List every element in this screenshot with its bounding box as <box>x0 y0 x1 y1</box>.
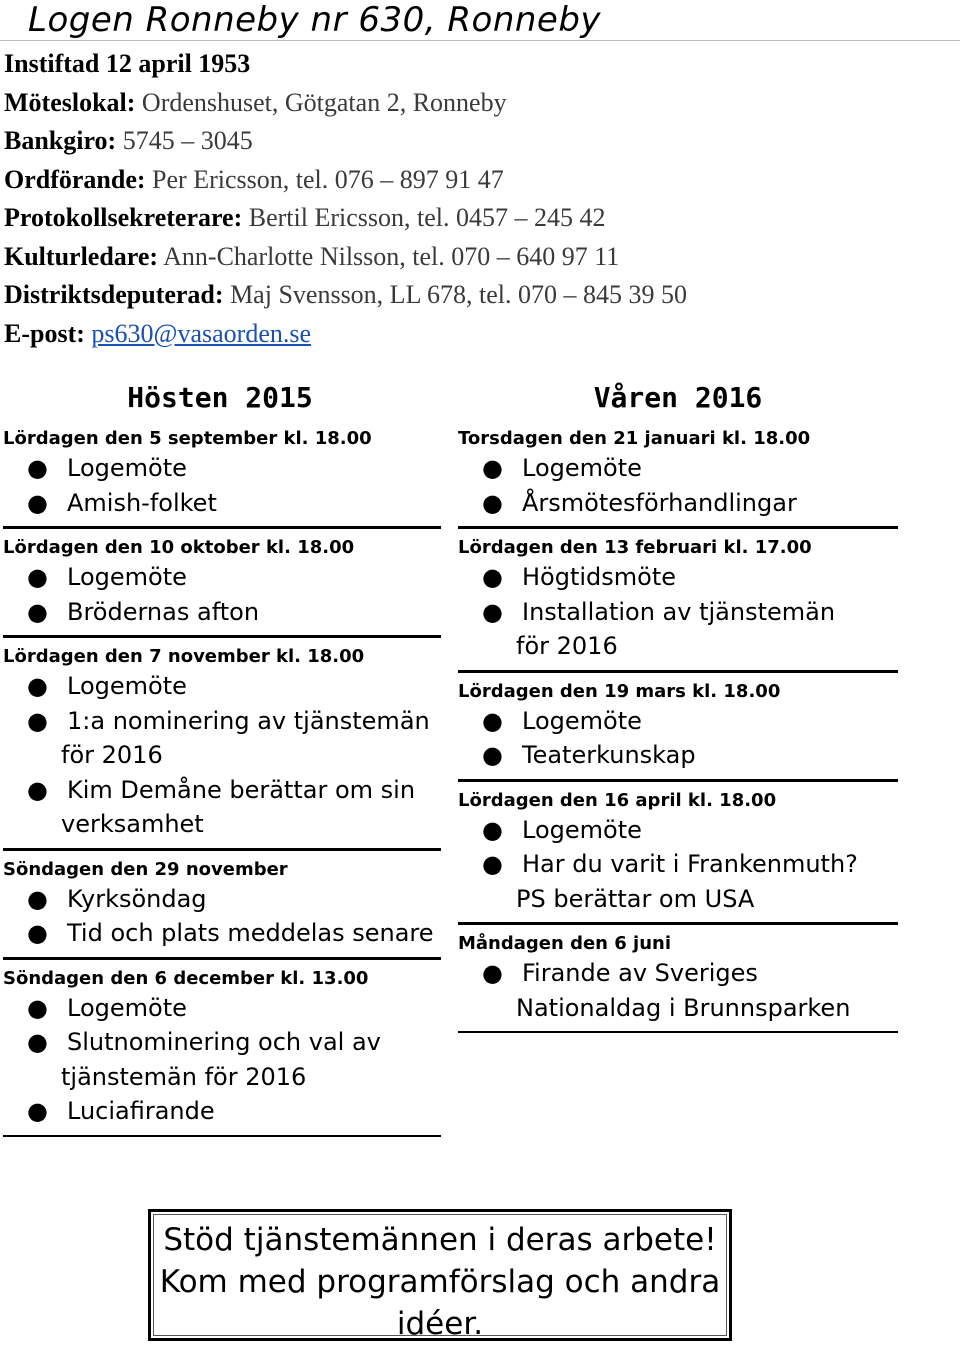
info-label: Kulturledare: <box>4 241 159 271</box>
event-item-text: Årsmötesförhandlingar <box>522 488 797 517</box>
event-item <box>3 669 441 704</box>
event-items <box>458 451 898 520</box>
event-items <box>3 560 441 629</box>
event-item-text: Tid och plats meddelas senare <box>67 919 434 947</box>
bullet-icon: ● <box>482 488 503 517</box>
event-item-text: Teaterkunskap <box>522 741 696 769</box>
event-item-text: Högtidsmöte <box>522 563 677 591</box>
info-value: Ann-Charlotte Nilsson, tel. 070 – 640 97 11 <box>158 241 620 271</box>
event-item <box>458 486 898 521</box>
event-item <box>3 704 441 773</box>
event <box>458 420 898 528</box>
bullet-icon: ● <box>27 1097 48 1125</box>
bullet-icon: ● <box>482 563 503 591</box>
event-item <box>458 595 898 664</box>
event-item-text: Logemöte <box>67 454 187 482</box>
event-item <box>3 773 441 842</box>
event-item-text: Kim Demåne berättar om sin <box>67 775 416 804</box>
season-heading-spring: Våren 2016 <box>593 381 763 414</box>
email-label: E-post: <box>4 318 85 348</box>
callout-line: idéer. <box>396 1306 484 1342</box>
event-item-text: Brödernas afton <box>67 597 260 626</box>
info-value: Per Ericsson, tel. 076 – 897 91 47 <box>145 164 504 194</box>
event-item <box>458 813 898 848</box>
event-item-text: Installation av tjänstemän <box>522 597 836 626</box>
bullet-icon: ● <box>27 563 48 591</box>
bullet-icon: ● <box>482 815 503 844</box>
bullet-icon: ● <box>27 454 48 482</box>
event-date: Måndagen den 6 juni <box>458 924 898 954</box>
season-heading-autumn: Hösten 2015 <box>127 381 313 414</box>
bullet-icon: ● <box>27 993 48 1022</box>
event-item <box>3 916 441 951</box>
bullet-icon: ● <box>482 454 503 482</box>
title-divider <box>0 40 960 41</box>
event-items <box>458 813 898 917</box>
bullet-icon: ● <box>482 850 503 878</box>
event-item-text: Har du varit i Frankenmuth? <box>522 850 858 878</box>
lodge-info <box>4 45 687 353</box>
event-items <box>3 669 441 842</box>
bullet-icon: ● <box>482 706 503 735</box>
event-item-text: Logemöte <box>522 454 642 482</box>
event <box>3 850 441 959</box>
event-date: Torsdagen den 21 januari kl. 18.00 <box>458 428 811 449</box>
event-item-text: Logemöte <box>522 706 642 735</box>
info-row <box>4 161 687 200</box>
info-label: Möteslokal: <box>4 87 136 117</box>
event-items <box>458 560 898 664</box>
event-item <box>3 1025 441 1094</box>
event-item <box>458 704 898 739</box>
event <box>458 672 898 781</box>
event-item-text: Logemöte <box>67 563 187 591</box>
bullet-icon: ● <box>27 775 48 804</box>
bullet-icon: ● <box>27 597 48 626</box>
event <box>458 781 898 925</box>
callout-line: Stöd tjänstemännen i deras arbete! <box>163 1222 717 1258</box>
email-link[interactable]: ps630@vasaorden.se <box>91 318 312 348</box>
event <box>3 528 441 637</box>
autumn-event-list <box>3 420 441 1137</box>
info-row <box>4 45 687 84</box>
event-item-text: Logemöte <box>67 672 187 700</box>
bullet-icon: ● <box>27 884 48 913</box>
event <box>3 959 441 1137</box>
event-date: Lördagen den 10 oktober kl. 18.00 <box>3 528 441 558</box>
event-date: Söndagen den 6 december kl. 13.00 <box>3 959 441 989</box>
event-item-text: Amish-folket <box>67 488 217 517</box>
info-row <box>4 276 687 315</box>
event-items <box>3 991 441 1129</box>
info-value: Maj Svensson, LL 678, tel. 070 – 845 39 50 <box>223 280 687 309</box>
event-date: Lördagen den 19 mars kl. 18.00 <box>458 672 898 702</box>
event-item-text: verksamhet <box>61 810 204 838</box>
bullet-icon: ● <box>27 919 48 947</box>
bullet-icon: ● <box>27 1028 48 1056</box>
bullet-icon: ● <box>27 488 48 517</box>
info-label: Bankgiro: <box>4 126 117 155</box>
event-item <box>458 451 898 486</box>
event-date: Söndagen den 29 november <box>3 850 441 880</box>
event-item-text: Nationaldag i Brunnsparken <box>516 993 851 1022</box>
event-items <box>3 882 441 951</box>
event-item-text: 1:a nominering av tjänstemän <box>67 706 430 735</box>
info-value: 5745 – 3045 <box>116 126 253 155</box>
spring-event-list <box>458 420 898 1033</box>
page-title: Logen Ronneby nr 630, Ronneby <box>28 0 602 40</box>
event-date: Lördagen den 5 september kl. 18.00 <box>3 428 372 449</box>
event-item-text: Firande av Sveriges <box>522 959 758 987</box>
event-items <box>3 451 441 520</box>
event-item-text: för 2016 <box>516 632 618 660</box>
event-item <box>3 486 441 521</box>
event-date: Lördagen den 16 april kl. 18.00 <box>458 781 898 811</box>
event-date: Lördagen den 13 februari kl. 17.00 <box>458 528 898 558</box>
event <box>458 528 898 672</box>
event-item-text: PS berättar om USA <box>516 884 755 913</box>
event-item <box>458 847 898 916</box>
event-item <box>3 595 441 630</box>
bullet-icon: ● <box>482 959 503 987</box>
info-row <box>4 122 687 161</box>
event-item-text: Kyrksöndag <box>67 884 207 913</box>
info-row <box>4 199 687 238</box>
event-item-text: Slutnominering och val av <box>67 1028 381 1056</box>
event-item <box>3 882 441 917</box>
event-item-text: för 2016 <box>61 741 163 769</box>
info-row <box>4 84 687 123</box>
event-items <box>458 704 898 773</box>
event-item-text: Luciafirande <box>67 1097 215 1125</box>
event-items <box>458 956 898 1025</box>
callout-box <box>148 1209 732 1341</box>
event-item <box>458 560 898 595</box>
event-date: Lördagen den 7 november kl. 18.00 <box>3 637 441 667</box>
info-label: Protokollsekreterare: <box>4 203 243 232</box>
event-item <box>3 991 441 1026</box>
event <box>458 924 898 1033</box>
bullet-icon: ● <box>27 706 48 735</box>
event-item <box>3 560 441 595</box>
info-row <box>4 238 687 277</box>
event-item-text: Logemöte <box>522 815 642 844</box>
event-item <box>458 956 898 1025</box>
info-label: Ordförande: <box>4 164 146 194</box>
event-item <box>3 451 441 486</box>
info-label: Distriktsdeputerad: <box>4 280 224 309</box>
autumn-program <box>3 378 441 1137</box>
spring-program <box>458 378 898 1033</box>
event-item-text: Logemöte <box>67 993 187 1022</box>
info-value: Bertil Ericsson, tel. 0457 – 245 42 <box>242 203 606 232</box>
callout-line: Kom med programförslag och andra <box>159 1264 721 1300</box>
event-item <box>458 738 898 773</box>
email-row <box>4 315 687 354</box>
bullet-icon: ● <box>482 597 503 626</box>
bullet-icon: ● <box>27 672 48 700</box>
info-value: Ordenshuset, Götgatan 2, Ronneby <box>135 87 507 117</box>
event-item <box>3 1094 441 1129</box>
bullet-icon: ● <box>482 741 503 769</box>
info-label: Instiftad 12 april 1953 <box>4 49 251 78</box>
event <box>3 637 441 850</box>
event-item-text: tjänstemän för 2016 <box>61 1062 307 1091</box>
event <box>3 420 441 528</box>
